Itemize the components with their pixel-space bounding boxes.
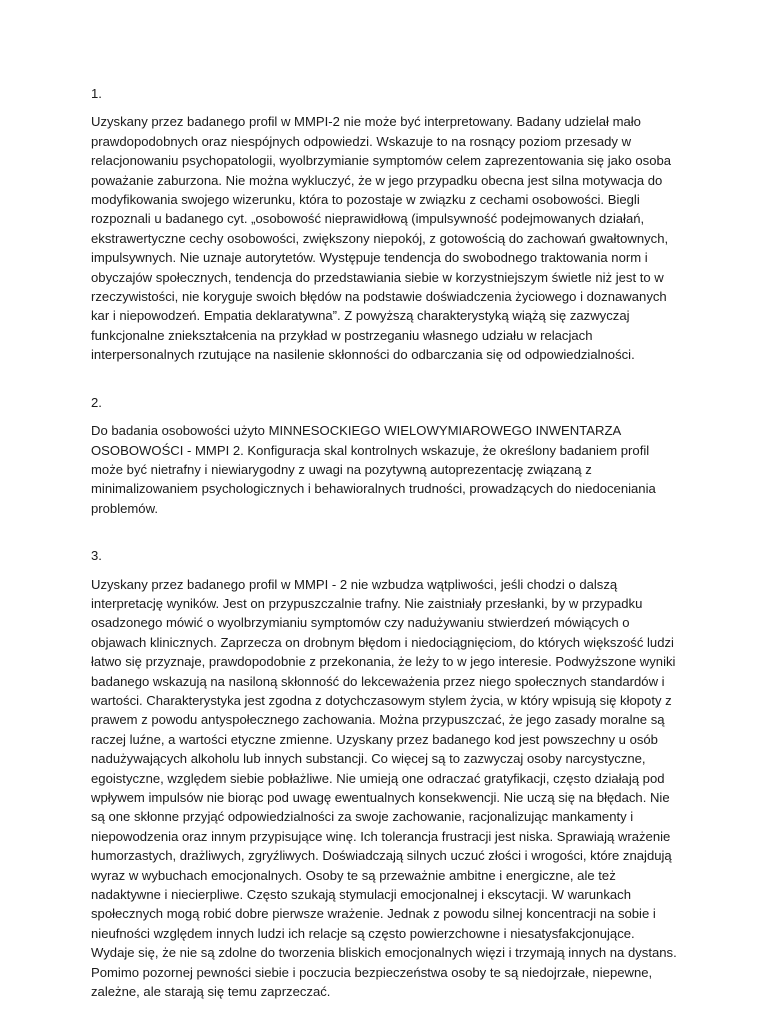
section-2 (91, 393, 681, 518)
spacer (91, 518, 681, 546)
section-number: 3. (91, 548, 102, 564)
section-paragraph: Do badania osobowości użyto MINNESOCKIEGO WIELOWYMIAROWEGO INWENTARZA OSOBOWOŚCI - MMPI 2. Konfiguracja skal kontrolnych wskazuje, że określony badaniem profil może być nietrafny i niewiarygodny z uwagi na pozytywną autoprezentację związaną z minimalizowaniem psychologicznych i behawioralnych trudności, prowadzących do niedoceniania problemów. (91, 423, 656, 516)
document-page (91, 84, 681, 1001)
section-paragraph: Uzyskany przez badanego profil w MMPI - 2 nie wzbudza wątpliwości, jeśli chodzi o dalszą interpretację wyników. Jest on przypuszczalnie trafny. Nie zaistniały przesłanki, by w przypadku osadzonego mówić o wyolbrzymianiu symptomów czy nadużywaniu stwierdzeń mówiących o objawach klinicznych. Zaprzecza on drobnym błędom i niedociągnięciom, do których większość ludzi łatwo się przyznaje, prawdopodobnie z przekonania, że leży to w jego interesie. Podwyższone wyniki badanego wskazują na nasiloną skłonność do lekceważenia przez niego społecznych standardów i wartości. Charakterystyka jest zgodna z dotychczasowym stylem życia, w który wpisują się kłopoty z prawem z powodu antyspołecznego zachowania. Można przypuszczać, że jego zasady moralne są raczej luźne, a wartości etyczne zmienne. Uzyskany przez badanego kod jest powszechny u osób nadużywających alkoholu lub innych substancji. Co więcej są to zazwyczaj osoby narcystyczne, egoistyczne, względem siebie pobłażliwe. Nie umieją one odraczać gratyfikacji, często działają pod wpływem impulsów nie biorąc pod uwagę ewentualnych konsekwencji. Nie uczą się na błędach. Nie są one skłonne przyjąć odpowiedzialności za swoje zachowanie, racjonalizując mankamenty i niepowodzenia oraz innym przypisujące winę. Ich tolerancja frustracji jest niska. Sprawiają wrażenie humorzastych, drażliwych, zgryźliwych. Doświadczają silnych uczuć złości i wrogości, które znajdują wyraz w wybuchach emocjonalnych. Osoby te są przeważnie ambitne i energiczne, ale też nadaktywne i niecierpliwe. Często szukają stymulacji emocjonalnej i ekscytacji. W warunkach społecznych mogą robić dobre pierwsze wrażenie. Jednak z powodu silnej koncentracji na sobie i nieufności względem innych ludzi ich relacje są często powierzchowne i niesatysfakcjonujące. Wydaje się, że nie są zdolne do tworzenia bliskich emocjonalnych więzi i trzymają innych na dystans. Pomimo pozornej pewności siebie i poczucia bezpieczeństwa osoby te są niedojrzałe, niepewne, zależne, ale starają się temu zaprzeczać. (91, 576, 677, 1000)
section-paragraph: Uzyskany przez badanego profil w MMPI-2 nie może być interpretowany. Badany udzielał mało prawdopodobnych oraz niespójnych odpowiedzi. Wskazuje to na rosnący poziom przesady w relacjonowaniu psychopatologii, wyolbrzymianie symptomów celem zaprezentowania się jako osoba poważanie zaburzona. Nie można wykluczyć, że w jego przypadku obecna jest silna motywacja do modyfikowania swojego wizerunku, która to pozostaje w związku z cechami osobowości. Biegli rozpoznali u badanego cyt. „osobowość nieprawidłową (impulsywność podejmowanych działań, ekstrawertyczne cechy osobowości, zwiększony niepokój, z gotowością do zachowań gwałtownych, impulsywnych. Nie uznaje autorytetów. Występuje tendencja do swobodnego traktowania norm i obyczajów społecznych, tendencja do przedstawiania siebie w korzystniejszym świetle niż jest to w rzeczywistości, nie koryguje swoich błędów na podstawie doświadczenia życiowego i doznawanych kar i niepowodzeń. Empatia deklaratywna”. Z powyższą charakterystyką wiążą się zazwyczaj funkcjonalne zniekształcenia na przykład w postrzeganiu własnego udziału w relacjach interpersonalnych rzutujące na nasilenie skłonności do odbarczania się od odpowiedzialności. (91, 114, 672, 363)
section-3 (91, 546, 681, 1001)
section-number: 2. (91, 394, 102, 410)
section-number: 1. (91, 86, 102, 101)
spacer (91, 365, 681, 393)
section-1 (91, 84, 681, 365)
